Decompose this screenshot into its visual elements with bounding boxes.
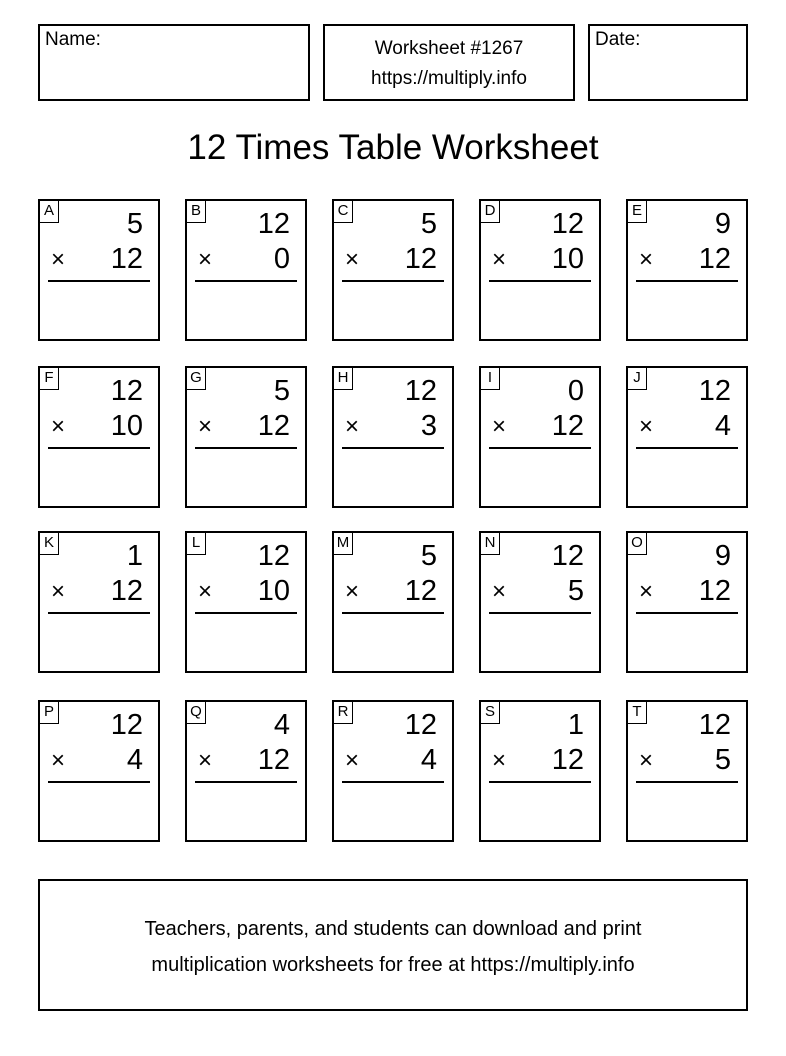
answer-line bbox=[48, 447, 150, 449]
multiplier: 12 bbox=[110, 243, 143, 275]
multiplier: 4 bbox=[126, 744, 143, 776]
answer-line bbox=[636, 612, 738, 614]
name-label: Name: bbox=[45, 29, 101, 50]
multiplicand: 12 bbox=[551, 540, 584, 572]
date-label: Date: bbox=[595, 29, 641, 50]
multiply-sign: × bbox=[198, 578, 213, 605]
multiplicand: 12 bbox=[257, 540, 290, 572]
multiply-sign: × bbox=[639, 246, 654, 273]
worksheet-website: https://multiply.info bbox=[371, 68, 527, 89]
multiplicand: 12 bbox=[551, 208, 584, 240]
answer-line bbox=[48, 612, 150, 614]
multiplicand: 0 bbox=[567, 375, 584, 407]
multiply-sign: × bbox=[51, 747, 66, 774]
multiplicand: 5 bbox=[420, 540, 437, 572]
multiplier: 12 bbox=[404, 243, 437, 275]
multiplicand: 5 bbox=[126, 208, 143, 240]
answer-line bbox=[342, 781, 444, 783]
multiply-sign: × bbox=[345, 246, 360, 273]
multiplier: 10 bbox=[257, 575, 290, 607]
multiplier: 12 bbox=[551, 410, 584, 442]
multiply-sign: × bbox=[345, 747, 360, 774]
multiply-sign: × bbox=[639, 747, 654, 774]
answer-line bbox=[342, 612, 444, 614]
problem-letter: J bbox=[627, 367, 647, 390]
problem-card-b bbox=[185, 199, 307, 341]
problem-card-p bbox=[38, 700, 160, 842]
worksheet-info-box bbox=[323, 24, 575, 101]
multiply-sign: × bbox=[345, 413, 360, 440]
problem-card-k bbox=[38, 531, 160, 673]
answer-line bbox=[195, 280, 297, 282]
answer-line bbox=[489, 781, 591, 783]
footer-line-1: Teachers, parents, and students can download and print bbox=[144, 918, 642, 940]
problem-letter: R bbox=[333, 701, 353, 724]
multiply-sign: × bbox=[198, 747, 213, 774]
multiply-sign: × bbox=[492, 246, 507, 273]
multiply-sign: × bbox=[492, 413, 507, 440]
multiplier: 12 bbox=[257, 410, 290, 442]
answer-line bbox=[636, 280, 738, 282]
multiplier: 12 bbox=[257, 744, 290, 776]
multiply-sign: × bbox=[198, 413, 213, 440]
footer-box bbox=[38, 879, 748, 1011]
problem-card-l bbox=[185, 531, 307, 673]
multiply-sign: × bbox=[492, 578, 507, 605]
answer-line bbox=[342, 447, 444, 449]
multiplicand: 9 bbox=[714, 540, 731, 572]
multiplier: 12 bbox=[110, 575, 143, 607]
multiplier: 10 bbox=[551, 243, 584, 275]
answer-line bbox=[195, 612, 297, 614]
date-field-box bbox=[588, 24, 748, 101]
answer-line bbox=[489, 280, 591, 282]
name-field-box bbox=[38, 24, 310, 101]
multiplier: 5 bbox=[714, 744, 731, 776]
problem-letter: H bbox=[333, 367, 353, 390]
problem-card-h bbox=[332, 366, 454, 508]
multiplier: 12 bbox=[404, 575, 437, 607]
multiplicand: 12 bbox=[698, 709, 731, 741]
problem-letter: I bbox=[480, 367, 500, 390]
problem-letter: O bbox=[627, 532, 647, 555]
multiplicand: 12 bbox=[404, 375, 437, 407]
problem-letter: F bbox=[39, 367, 59, 390]
multiplier: 0 bbox=[273, 243, 290, 275]
problem-card-e bbox=[626, 199, 748, 341]
problem-letter: C bbox=[333, 200, 353, 223]
problem-card-j bbox=[626, 366, 748, 508]
multiplicand: 12 bbox=[110, 375, 143, 407]
multiply-sign: × bbox=[51, 413, 66, 440]
problem-letter: A bbox=[39, 200, 59, 223]
multiplicand: 9 bbox=[714, 208, 731, 240]
problem-letter: L bbox=[186, 532, 206, 555]
problem-letter: G bbox=[186, 367, 206, 390]
multiplicand: 1 bbox=[126, 540, 143, 572]
problem-card-m bbox=[332, 531, 454, 673]
answer-line bbox=[489, 447, 591, 449]
problem-card-s bbox=[479, 700, 601, 842]
multiplier: 3 bbox=[420, 410, 437, 442]
worksheet-number: Worksheet #1267 bbox=[374, 38, 524, 59]
multiplier: 12 bbox=[698, 575, 731, 607]
problem-card-c bbox=[332, 199, 454, 341]
multiplicand: 12 bbox=[698, 375, 731, 407]
multiplicand: 12 bbox=[404, 709, 437, 741]
problem-card-t bbox=[626, 700, 748, 842]
multiplier: 12 bbox=[551, 744, 584, 776]
multiplicand: 5 bbox=[420, 208, 437, 240]
multiplier: 4 bbox=[714, 410, 731, 442]
problem-card-f bbox=[38, 366, 160, 508]
answer-line bbox=[636, 781, 738, 783]
answer-line bbox=[636, 447, 738, 449]
multiplicand: 5 bbox=[273, 375, 290, 407]
problem-card-i bbox=[479, 366, 601, 508]
problem-letter: P bbox=[39, 701, 59, 724]
problem-card-a bbox=[38, 199, 160, 341]
problem-card-q bbox=[185, 700, 307, 842]
multiplier: 10 bbox=[110, 410, 143, 442]
answer-line bbox=[489, 612, 591, 614]
problem-letter: M bbox=[333, 532, 353, 555]
problem-letter: S bbox=[480, 701, 500, 724]
multiply-sign: × bbox=[51, 246, 66, 273]
problem-card-o bbox=[626, 531, 748, 673]
page-title: 12 Times Table Worksheet bbox=[187, 128, 599, 167]
problem-card-r bbox=[332, 700, 454, 842]
multiplicand: 1 bbox=[567, 709, 584, 741]
multiplicand: 12 bbox=[257, 208, 290, 240]
problem-letter: K bbox=[39, 532, 59, 555]
multiply-sign: × bbox=[639, 578, 654, 605]
problem-letter: Q bbox=[186, 701, 206, 724]
problem-card-n bbox=[479, 531, 601, 673]
multiplicand: 4 bbox=[273, 709, 290, 741]
answer-line bbox=[195, 447, 297, 449]
answer-line bbox=[48, 280, 150, 282]
answer-line bbox=[195, 781, 297, 783]
problem-letter: B bbox=[186, 200, 206, 223]
problem-card-d bbox=[479, 199, 601, 341]
problem-letter: N bbox=[480, 532, 500, 555]
multiply-sign: × bbox=[639, 413, 654, 440]
answer-line bbox=[342, 280, 444, 282]
answer-line bbox=[48, 781, 150, 783]
problem-letter: E bbox=[627, 200, 647, 223]
footer-line-2: multiplication worksheets for free at https://multiply.info bbox=[151, 954, 635, 976]
multiply-sign: × bbox=[345, 578, 360, 605]
problem-letter: D bbox=[480, 200, 500, 223]
multiply-sign: × bbox=[51, 578, 66, 605]
multiplier: 12 bbox=[698, 243, 731, 275]
multiply-sign: × bbox=[198, 246, 213, 273]
multiplier: 4 bbox=[420, 744, 437, 776]
multiply-sign: × bbox=[492, 747, 507, 774]
problem-letter: T bbox=[627, 701, 647, 724]
multiplier: 5 bbox=[567, 575, 584, 607]
problem-card-g bbox=[185, 366, 307, 508]
multiplicand: 12 bbox=[110, 709, 143, 741]
